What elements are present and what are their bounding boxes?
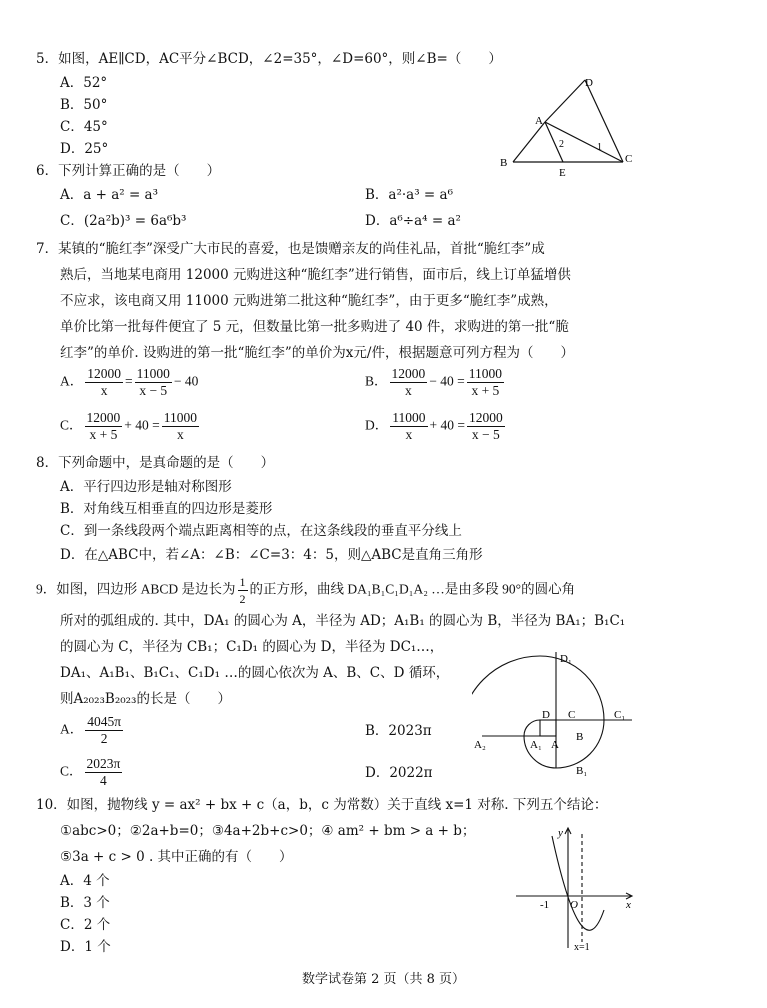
q10-line-2: ①abc>0；②2a+b=0；③4a+2b+c>0；④ am² + bm > a + b； xyxy=(60,823,476,839)
q5-label-1: 1 xyxy=(597,142,602,153)
q5-figure xyxy=(495,70,635,182)
q9-label-d1: D₁ xyxy=(560,653,572,665)
q6-stem: 6．下列计算正确的是（ ） xyxy=(36,163,221,179)
q5-label-a: A xyxy=(535,115,543,127)
q9-line-1: 9．如图，四边形 ABCD 是边长为 $\frac{1}{2}$ 的正方形，曲线 DA₁B₁C₁D₁A₂ …是由多段 90°的圆心角 xyxy=(36,575,576,606)
q9-label-c1: C₁ xyxy=(614,709,626,721)
q9-figure xyxy=(472,648,642,778)
q9-option-c: C． $\frac{2023\pi}{4}$ xyxy=(60,756,121,788)
q9-label-a2: A₂ xyxy=(474,739,486,751)
q10-option-a: A．4 个 xyxy=(60,873,110,889)
q6-option-b: B．a²·a³ = a⁶ xyxy=(365,187,453,203)
q7-option-d: D． $\frac{11000}{x}$ + 40 = $\frac{12000}{x - 5}$ xyxy=(365,410,503,442)
q5-label-b: B xyxy=(500,157,508,169)
q5-option-b: B．50° xyxy=(60,97,108,113)
q9-label-a1: A₁ xyxy=(530,739,542,751)
q6-option-a: A．a + a² = a³ xyxy=(60,187,159,203)
q9-line-3: 的圆心为 C，半径为 CB₁；C₁D₁ 的圆心为 D，半径为 DC₁…， xyxy=(60,639,444,655)
q5-label-d: D xyxy=(585,77,593,89)
q7-line-4: 单价比第一批每件便宜了 5 元，但数量比第一批多购进了 40 件，求购进的第一批“脆 xyxy=(60,319,569,335)
q10-line-3: ⑤3a + c > 0 . 其中正确的有（ ） xyxy=(60,849,293,865)
q5-option-c: C．45° xyxy=(60,119,108,135)
q8-option-c: C．到一条线段两个端点距离相等的点，在这条线段的垂直平分线上 xyxy=(60,523,462,539)
q9-line-5: 则A₂₀₂₃B₂₀₂₃的长是（ ） xyxy=(60,691,231,707)
q10-label-x: x xyxy=(626,899,631,911)
q10-label-axis: x=1 xyxy=(574,942,590,953)
q9-option-a: A． $\frac{4045\pi}{2}$ xyxy=(60,714,122,746)
q9-label-b1: B₁ xyxy=(576,765,588,777)
q10-label-y: y xyxy=(558,827,563,839)
q10-label-o: O xyxy=(570,899,578,911)
page-footer: 数学试卷第 2 页（共 8 页） xyxy=(301,972,466,987)
q9-option-b: B．2023π xyxy=(365,723,432,739)
q7-line-3: 不应求，该电商又用 11000 元购进第二批这种“脆红李”，由于更多“脆红李”成熟， xyxy=(60,293,558,309)
q9-option-d: D．2022π xyxy=(365,765,433,781)
q5-stem: 5．如图，AE∥CD，AC平分∠BCD，∠2=35°，∠D=60°，则∠B=（ ） xyxy=(36,51,502,67)
q9-line-2: 所对的弧组成的. 其中，DA₁ 的圆心为 A，半径为 AD；A₁B₁ 的圆心为 B，半径为 BA₁；B₁C₁ xyxy=(60,613,626,629)
q5-label-e: E xyxy=(559,167,566,179)
q10-line-1: 10．如图，抛物线 y = ax² + bx + c（a，b，c 为常数）关于直线 x=1 对称. 下列五个结论： xyxy=(36,797,608,813)
q6-option-c: C．(2a²b)³ = 6a⁶b³ xyxy=(60,213,187,229)
q5-option-d: D．25° xyxy=(60,141,109,157)
q9-label-a: A xyxy=(551,739,559,751)
q10-figure xyxy=(512,824,640,954)
q9-line-4: DA₁、A₁B₁、B₁C₁、C₁D₁ …的圆心依次为 A、B、C、D 循环， xyxy=(60,665,450,681)
q7-option-c: C． $\frac{12000}{x + 5}$ + 40 = $\frac{11000}{x}$ xyxy=(60,410,197,442)
q10-option-c: C．2 个 xyxy=(60,917,111,933)
q10-option-b: B．3 个 xyxy=(60,895,110,911)
q8-option-d: D．在△ABC中，若∠A：∠B：∠C=3：4：5，则△ABC是直角三角形 xyxy=(60,547,483,563)
q6-option-d: D．a⁶÷a⁴ = a² xyxy=(365,213,461,229)
q5-label-2: 2 xyxy=(559,139,564,150)
q7-line-5: 红李”的单价. 设购进的第一批“脆红李”的单价为x元/件，根据题意可列方程为（ ） xyxy=(60,345,574,361)
q7-line-2: 熟后，当地某电商用 12000 元购进这种“脆红李”进行销售，面市后，线上订单猛增供 xyxy=(60,267,571,283)
q5-label-c: C xyxy=(625,153,633,165)
q7-option-b: B． $\frac{12000}{x}$ − 40 = $\frac{11000}{x + 5}$ xyxy=(365,366,502,398)
q7-line-1: 7．某镇的“脆红李”深受广大市民的喜爱，也是馈赠亲友的尚佳礼品，首批“脆红李”成 xyxy=(36,241,545,257)
q9-label-d: D xyxy=(542,709,550,721)
q10-option-d: D．1 个 xyxy=(60,939,111,955)
q8-option-a: A．平行四边形是轴对称图形 xyxy=(60,479,232,495)
q9-label-b: B xyxy=(576,731,584,743)
q8-stem: 8．下列命题中，是真命题的是（ ） xyxy=(36,455,275,471)
q8-option-b: B．对角线互相垂直的四边形是菱形 xyxy=(60,501,273,517)
q5-option-a: A．52° xyxy=(60,75,108,91)
q10-label-neg1: -1 xyxy=(540,899,550,911)
q9-label-c: C xyxy=(568,709,576,721)
q7-option-a: A． $\frac{12000}{x}$ = $\frac{11000}{x - 5}$ − 40 xyxy=(60,366,199,398)
